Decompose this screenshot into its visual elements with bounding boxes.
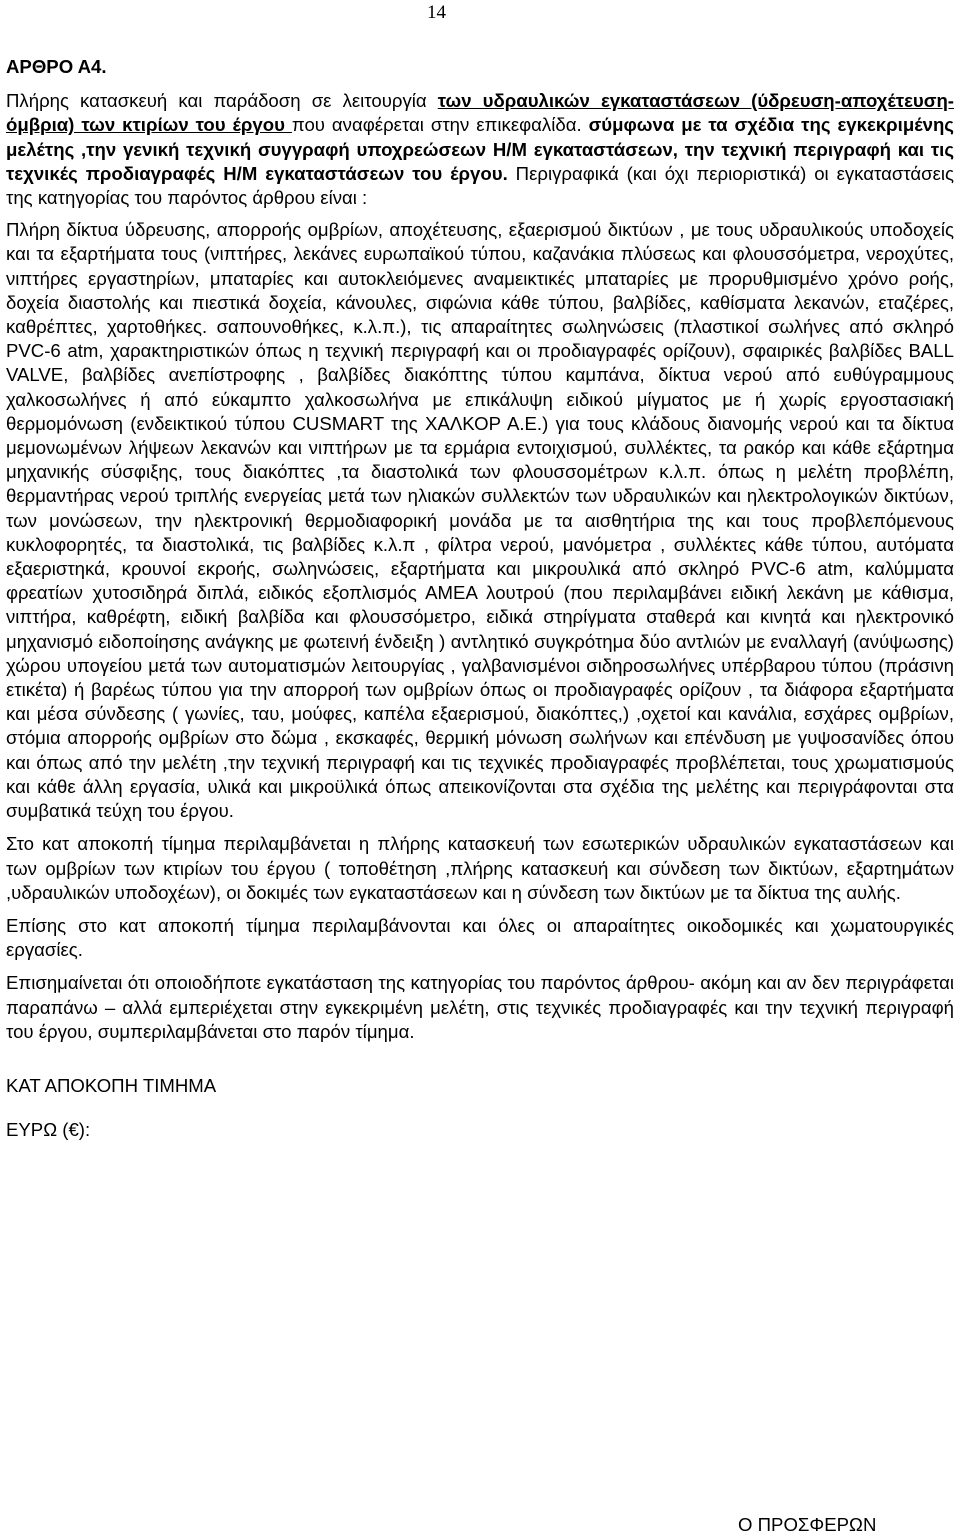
article-title: ΑΡΘΡΟ Α4. <box>6 56 107 77</box>
intro-paragraph <box>6 89 954 210</box>
intro-text-2: που αναφέρεται στην επικεφαλίδα. <box>291 114 589 136</box>
offerer-signature-label: Ο ΠΡΟΣΦΕΡΩΝ <box>738 1514 877 1535</box>
intro-text-3: Περιγραφικά (και όχι περιοριστικά) οι εγκαταστάσεις της κατηγορίας του παρόντος άρθρου είναι : <box>6 162 954 209</box>
paragraph-installations: Πλήρη δίκτυα ύδρευσης, απορροής ομβρίων, αποχέτευσης, εξαερισμού δικτύων , με τους υδραυλικούς υποδοχείς και τα εξαρτήματα τους (νιπτήρες, λεκάνες ευρωπαϊκού τύπου, καζανάκια πλύσεως και φλουσσόμετρα, νεροχύτες, νιπτήρες εργαστηρίων, μπαταρίες και αυτοκλειόμενες αναμεικτικές μπαταρίες με προρυθμισμένο χρόνο ροής, δοχεία διαστολής και πιεστικά δοχεία, κάνουλες, σιφώνια κάθε τύπου, βαλβίδες, καθίσματα λεκανών, εταζέρες, καθρέπτες, χαρτοθήκες. σαπουνοθήκες, κ.λ.π.), τις απαραίτητες σωληνώσεις (πλαστικοί σωλήνες από σκληρό PVC-6 atm, χαρακτηριστικών όπως η τεχνική περιγραφή και οι προδιαγραφές ορίζουν), σφαιρικές βαλβίδες BALL VALVE, βαλβίδες ανεπίστροφης , βαλβίδες διακόπτης τύπου καμπάνα, δίκτυα νερού από ευθύγραμμους χαλκοσωλήνες ή από εύκαμπτο χαλκοσωλήνα με επικάλυψη ειδικού μίγματος με ή χωρίς εργοστασιακή θερμομόνωση (ενδεικτικού τύπου CUSMART της ΧΑΛΚΟΡ Α.Ε.) για τους κλάδους διανομής νερού και τα δίκτυα μεμονωμένων λήψεων λεκανών και νιπτήρων με τα ερμάρια εντοιχισμού, συλλέκτες, τα ρακόρ και κάθε εξάρτημα μηχανικής σύσφιξης, τους διακόπτες ,τα διαστολικά των φλουσσομέτρων κ.λ.π. όπως η μελέτη προβλέπη, θερμαντήρας νερού τριπλής ενεργείας μετά των ηλιακών συλλεκτών των υδραυλικών και ηλεκτρολογικών δικτύων, των μονώσεων, την ηλεκτρονική θερμοδιαφορική μονάδα με τα αισθητήρια της και τους προβλεπόμενους κυκλοφορητές, τα διαστολικά, τις βαλβίδες κ.λ.π , φίλτρα νερού, μανόμετρα , συλλέκτες κάθε τύπου, αυτόματα εξαεριστηκά, κρουνοί εκροής, σωληνώσεις, εξαρτήματα και μικρουλικά από σκληρό PVC-6 atm, καλύμματα φρεατίων χυτοσιδηρά διπλά, ειδικός εξοπλισμός ΑΜΕΑ λουτρού (που περιλαμβάνει ειδική λεκάνη με κάθισμα, νιπτήρα, καθρέφτη, ειδική βαλβίδα και φλουσσόμετρο, ειδικά στηρίγματα σταθερά και κινητά και ηλεκτρονικό μηχανισμό ειδοποίησης ανάγκης με φωτεινή ένδειξη ) αντλητικό συγκρότημα δύο αντλιών με εναλλαγή (ανύψωσης) χώρου υπογείου μετά των αυτοματισμών λειτουργίας , γαλβανισμένοι σιδηροσωλήνες υπέρβαρου τύπου (πράσινη ετικέτα) ή βαρέως τύπου για την απορροή των ομβρίων όπως οι προδιαγραφές ορίζουν , τα διάφορα εξαρτήματα και μέσα σύνδεσης ( γωνίες, ταυ, μούφες, καπέλα εξαερισμού, διακόπτες,) ,οχετοί και κανάλια, εσχάρες ομβρίων, στόμια απορροής ομβρίων στο δώμα , εκσκαφές, θερμική μόνωση σωλήνων και επένδυση με γυψοσανίδες όπου και όπως από την μελέτη ,την τεχνική περιγραφή και τις τεχνικές προδιαγραφές προβλέπεται, τους χρωματισμούς και κάθε άλλη εργασία, υλικά και μικροϋλικά όπως απεικονίζονται στα σχέδια της μελέτης και περιγράφονται στα συμβατικά τεύχη του έργου. <box>6 219 954 822</box>
paragraph-lump-sum-includes: Στο κατ αποκοπή τίμημα περιλαμβάνεται η πλήρης κατασκευή των εσωτερικών υδραυλικών εγκαταστάσεων και των ομβρίων των κτιρίων του έργου ( τοποθέτηση ,πλήρης κατασκευή και σύνδεση των δικτύων, εξαρτημάτων ,υδραυλικών υποδοχέων), οι δοκιμές των εγκαταστάσεων και η σύνδεση των δικτύων με τα δίκτυα της αυλής. <box>6 833 954 903</box>
price-label: ΕΥΡΩ (€): <box>6 1119 91 1141</box>
paragraph-also-includes: Επίσης στο κατ αποκοπή τίμημα περιλαμβάνονται και όλες οι απαραίτητες οικοδομικές και χωματουργικές εργασίες. <box>6 914 954 961</box>
intro-text: Πλήρης κατασκευή και παράδοση σε λειτουργία <box>6 90 438 112</box>
article-body <box>6 55 954 1142</box>
lump-sum-heading: ΚΑΤ ΑΠΟΚΟΠΗ ΤΙΜΗΜΑ <box>6 1074 217 1096</box>
paragraph-note: Επισημαίνεται ότι οποιοδήποτε εγκατάσταση της κατηγορίας του παρόντος άρθρου- ακόμη και αν δεν περιγράφεται παραπάνω – αλλά εμπεριέχεται στην εγκεκριμένη μελέτη, στις τεχνικές προδιαγραφές και την τεχνική περιγραφή του έργου, συμπεριλαμβάνεται στο παρόν τίμημα. <box>6 972 954 1042</box>
intro-bold-text: σύμφωνα με τα σχέδια της εγκεκριμένης μελέτης ,την γενική τεχνική συγγραφή υποχρεώσεων Η/Μ εγκαταστάσεων, την τεχνική περιγραφή και τις τεχνικές προδιαγραφές Η/Μ εγκαταστάσεων του έργου. <box>6 114 954 184</box>
intro-underlined-text: των υδραυλικών εγκαταστάσεων (ύδρευση-αποχέτευση-όμβρια) των κτιρίων του έργου <box>6 90 954 136</box>
page-number: 14 <box>427 2 446 23</box>
